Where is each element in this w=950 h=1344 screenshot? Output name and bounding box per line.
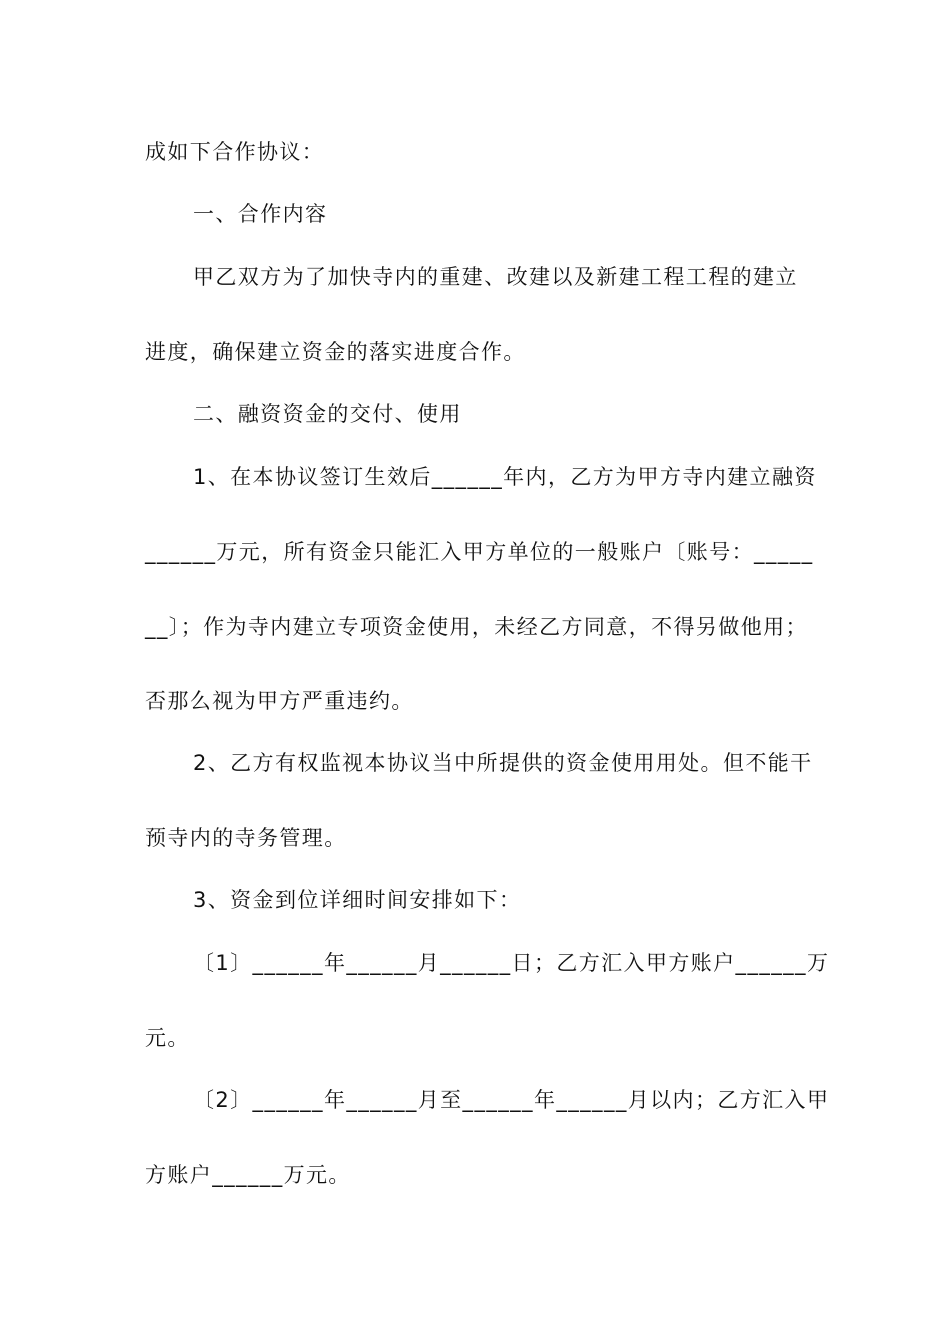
clause-1-line: ______万元，所有资金只能汇入甲方单位的一般账户〔账号：_____ bbox=[145, 540, 814, 564]
paragraph-line: 进度，确保建立资金的落实进度合作。 bbox=[145, 340, 526, 364]
clause-1-line: __〕；作为寺内建立专项资金使用，未经乙方同意，不得另做他用； bbox=[145, 615, 808, 639]
schedule-item-1-line: 元。 bbox=[145, 1026, 190, 1050]
clause-2-line: 预寺内的寺务管理。 bbox=[145, 826, 347, 850]
paragraph-line: 甲乙双方为了加快寺内的重建、改建以及新建工程工程的建立 bbox=[193, 265, 798, 289]
clause-2-line: 2、乙方有权监视本协议当中所提供的资金使用用处。但不能干 bbox=[193, 751, 813, 775]
schedule-item-1-line: 〔1〕______年______月______日；乙方汇入甲方账户______万 bbox=[193, 951, 830, 975]
clause-1-line: 否那么视为甲方严重违约。 bbox=[145, 689, 414, 713]
schedule-item-2-line: 方账户______万元。 bbox=[145, 1163, 351, 1187]
clause-1-line: 1、在本协议签订生效后______年内，乙方为甲方寺内建立融资 bbox=[193, 465, 817, 489]
schedule-item-2-line: 〔2〕______年______月至______年______月以内；乙方汇入甲 bbox=[193, 1088, 830, 1112]
intro-line: 成如下合作协议： bbox=[145, 140, 325, 164]
section-heading-funding: 二、融资资金的交付、使用 bbox=[193, 402, 462, 426]
clause-3-line: 3、资金到位详细时间安排如下： bbox=[193, 888, 522, 912]
section-heading-cooperation-content: 一、合作内容 bbox=[193, 202, 328, 226]
